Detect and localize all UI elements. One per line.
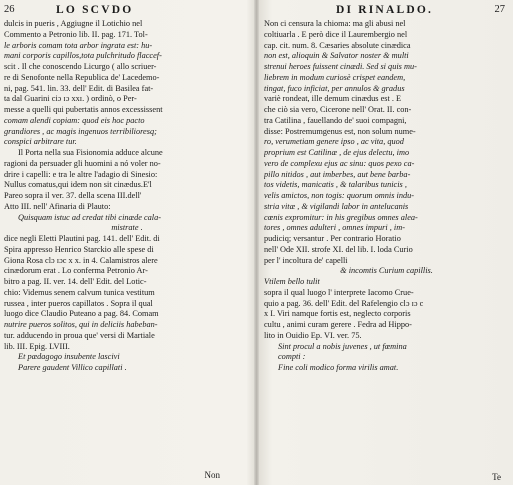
right-page — [264, 4, 509, 482]
left-page — [4, 4, 250, 482]
left-catchword: Non — [204, 470, 220, 480]
text-line: cinædorum erat . Lo conferma Petronio Ar- — [4, 266, 148, 276]
text-line: tos videtis, manicatis , & talaribus tunicis , — [264, 180, 407, 190]
text-line: lib. III. Epig. LVIII. — [4, 341, 70, 351]
right-page-text — [264, 19, 509, 374]
text-line: nutrire pueros solitos, qui in deliciis habeban- — [4, 320, 158, 329]
text-line: Pareo sopra il ver. 37. della scena III.dell' — [4, 191, 142, 200]
text-line: sopra il qual luogo l' interprete Iacomo Crue- — [264, 287, 414, 297]
text-line: pillo nitidos , aut imberbes, aut bene barba- — [264, 169, 411, 179]
text-line: Vtilem bello tulit — [264, 277, 320, 286]
text-line: tra Catilina , fauellando de' suoi compagni, — [264, 115, 407, 125]
left-page-number: 26 — [4, 4, 15, 15]
text-line: coltiuarla . E però dice il Laurembergio nel — [264, 29, 408, 39]
text-line: Atto III. nell' Afinaria di Plauto: — [4, 201, 111, 211]
text-line: tores , omnes adulteri , omnes impuri , im- — [264, 223, 405, 233]
text-line: pudiciq; versantur . Per contrario Horatio — [264, 234, 401, 243]
text-line: lito in Ouidio Ep. VI. ver. 75. — [264, 330, 362, 340]
text-line: scit . Il che conoscendo Licurgo ( allo scriuer- — [4, 62, 157, 71]
text-line: Giona Rosa clɔ ɪɔc x x. in 4. Calamistros alere — [4, 255, 158, 265]
text-line: cultu , animi curam gerere . Fedra ad Hippo- — [264, 320, 412, 329]
right-page-number: 27 — [494, 4, 505, 15]
text-line: ro, verumetiam genere ipso , ac vita, quod — [264, 137, 404, 147]
right-running-title: DI RINALDO. — [336, 4, 434, 16]
text-line: Fine coli modico forma virilis amat. — [278, 363, 399, 372]
text-line: Parere gaudent Villico capillati . — [18, 363, 127, 372]
text-line: comam alendi copiam: quod eis hoc pacto — [4, 115, 145, 125]
text-line: liebrem in modum curiosè crispet eandem, — [264, 72, 406, 82]
text-line: mani corporis capillos,tota pulchritudo flaccef- — [4, 51, 162, 61]
text-line: non est, alioquin & Salvator noster & multi — [264, 51, 409, 61]
text-line: vero de complexu ejus ac sinu: quos pexo ca- — [264, 158, 415, 168]
text-line: dice negli Eletti Plautini pag. 141. dell' Edit. di — [4, 234, 160, 243]
text-line: Non ci censura la chioma: ma gli abusi nel — [264, 19, 406, 28]
book-gutter — [254, 0, 259, 485]
text-line: re di Senofonte nella Republica de' Lacedemo- — [4, 72, 160, 82]
text-line: tur. adducendo in proua que' versi di Martiale — [4, 330, 155, 340]
text-line: cap. cit. num. 8. Cæsaries absolute cinædica — [264, 40, 411, 50]
text-line: Sint procul a nobis juvenes , ut fœmina — [278, 341, 407, 351]
text-line: che ciò sia vero, Cicerone nell' Orat. II. con- — [264, 105, 412, 114]
text-line: ragioni da persuader gli huomini a nó voler no- — [4, 158, 161, 168]
text-line: Il Porta nella sua Fisionomia adduce alcune — [18, 148, 163, 157]
text-line: drire i capelli: e tra le altre l'adagio di Sinesio: — [4, 169, 158, 179]
text-line: Nullus comatus,qui idem non sit cinædus.E'l — [4, 180, 152, 190]
text-line: stria vitæ , & vigilandi labor in antelucanis — [264, 201, 409, 211]
text-line: strenui heroes fuissent cinædi. Sed si quis mu- — [264, 62, 417, 71]
text-line: messe a quelli qui pubertatis annos excessissent — [4, 105, 163, 114]
text-line: Spira appresso Henrico Starckio alle spese di — [4, 244, 154, 254]
text-line: ta dal Guarini ciɔ ɪɔ xxɪ. ) ordinò, o Per- — [4, 94, 137, 104]
text-line: per l' incoltura de' capelli — [264, 255, 348, 265]
text-line: russea , inter pueros capillatos . Sopra il qual — [4, 298, 153, 308]
right-catchword: Te — [492, 472, 501, 482]
text-line: dulcis in pueris , Aggiugne il Lotichio nel — [4, 19, 143, 28]
text-line: bitro a pag. II. ver. 14. dell' Edit. del Lotic- — [4, 277, 147, 286]
left-page-text — [4, 19, 250, 374]
text-line: compti : — [278, 352, 306, 362]
text-line: proprium est Catilinæ , de ejus delectu, imo — [264, 148, 410, 157]
text-line: ni, pag. 541. lin. 33. dell' Edit. di Basilea fat- — [4, 83, 154, 93]
left-running-head — [4, 4, 250, 19]
text-line: disse: Postremumgenus est, non solum nume- — [264, 126, 416, 136]
text-line: grandiores , ac magis ingenuos terribilioresq; — [4, 126, 157, 136]
text-line: Et pædagogo insubente lascivi — [18, 352, 120, 362]
text-line: quio a pag. 36. dell' Edit. del Rafelengio clɔ ɪɔ c — [264, 298, 424, 308]
text-line: velis amictos, non togis: quorum omnis indu- — [264, 191, 415, 200]
text-line: Commento a Petronio lib. II. pag. 171. Tol- — [4, 29, 148, 39]
right-running-head — [264, 4, 509, 19]
left-running-title: LO SCVDO — [56, 4, 134, 16]
text-line: le arboris comam tota arbor ingrata est: hu- — [4, 40, 153, 50]
text-line: luogo dice Claudio Puteano a pag. 84. Comam — [4, 309, 159, 319]
text-line: variè rondeat, ille demum cinædus est . E — [264, 94, 402, 104]
text-line: cœnis expromitur: in his gregibus omnes alea- — [264, 212, 418, 222]
text-line: nell' Ode XII. strofe XI. del lib. I. loda Curio — [264, 244, 413, 254]
text-line: Quisquam istuc ad credat tibi cinæde cala- — [18, 212, 162, 222]
text-line: & incomtis Curium capillis. — [340, 266, 433, 276]
text-line: conspici arbitrare tur. — [4, 137, 77, 147]
text-line: tingat, fuco inficiat, per annulos & gradus — [264, 83, 405, 93]
text-line: x I. Viri namque fortis est, neglecto corporis — [264, 309, 411, 319]
text-line: mistrate . — [111, 223, 143, 233]
text-line: chio: Videmus senem calvum tunica vestitum — [4, 287, 155, 297]
